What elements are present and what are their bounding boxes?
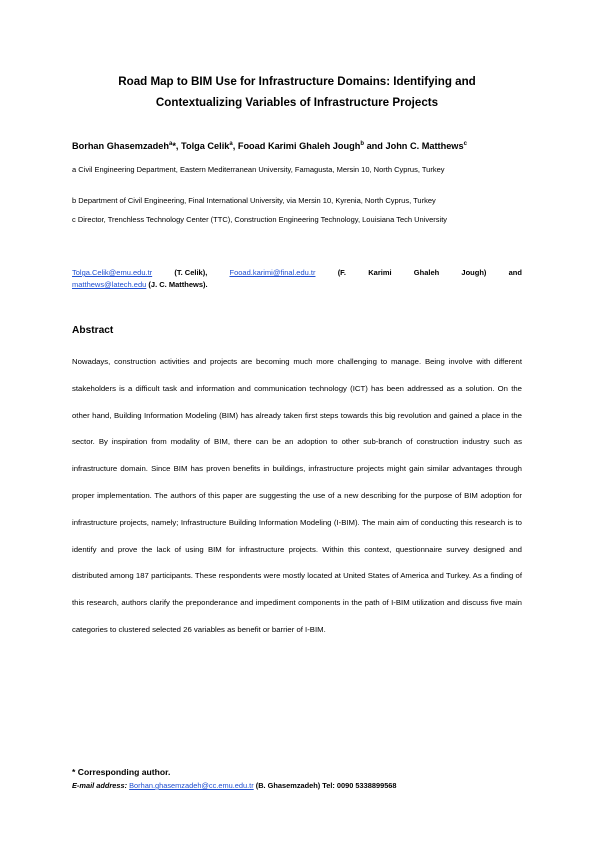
emails-line-1: [72, 267, 522, 279]
corresponding-contact-details: (B. Ghasemzadeh) Tel: 0090 5338899568: [253, 781, 397, 790]
author-affiliation-mark: a: [169, 141, 173, 147]
email-conjunction: and: [508, 268, 522, 277]
paper-title: [72, 71, 522, 113]
author-affiliation-mark: a: [229, 141, 233, 147]
title-line-2: Contextualizing Variables of Infrastructure Projects: [155, 96, 439, 109]
author-name: Borhan Ghasemzadeh: [72, 141, 170, 151]
author-separator: ,: [232, 141, 238, 151]
author-list: [72, 139, 532, 153]
affiliation-a: a Civil Engineering Department, Eastern Mediterranean University, Famagusta, Mersin 10, North Cyprus, Turkey: [72, 165, 445, 174]
affiliation-b: b Department of Civil Engineering, Final International University, via Mersin 10, Kyrenia, North Cyprus, Turkey: [72, 196, 436, 205]
abstract-heading: Abstract: [72, 325, 114, 336]
author-name: Fooad Karimi Ghaleh Jough: [237, 141, 361, 151]
email-link-matthews[interactable]: matthews@latech.edu: [72, 280, 147, 289]
email-owner-celik: (T. Celik),: [174, 268, 208, 277]
abstract-body: Nowadays, construction activities and projects are becoming much more challenging to manage. Being involve with different stakeholders is a difficult task and information and communication technology (ICT) has been addressed as a solution. On the other hand, Building Information Modeling (BIM) has already taken first steps towards this big revolution and gained a place in the sector. By inspiration from modality of BIM, there can be an adoption to other sub-branch of construction industry such as infrastructure domain. Since BIM has proven benefits in buildings, infrastructure projects might gain similar advantages through proper implementation. The authors of this paper are suggesting the use of a new describing for the purpose of BIM adoption for infrastructure projects, namely; Infrastructure Building Information Modeling (I-BIM). The main aim of conducting this research is to identify and prove the lack of using BIM for infrastructure projects. Within this context, questionnaire survey designed and distributed among 187 participants. These respondents were mostly located at United States of America and Turkey. As a finding of this research, authors clarify the preponderance and impediment components in the path of I-BIM utilization and discuss five main categories to clustered selected 26 variables as benefit or barrier of I-BIM.: [72, 357, 522, 634]
email-owner-karimi-2: Karimi: [368, 268, 392, 277]
author-affiliation-mark: c: [463, 141, 467, 147]
email-owner-matthews: (J. C. Matthews).: [146, 280, 208, 289]
corresponding-email-link[interactable]: Borhan.ghasemzadeh@cc.emu.edu.tr: [129, 781, 254, 790]
email-owner-karimi-3: Ghaleh: [413, 268, 440, 277]
affiliation-c: c Director, Trenchless Technology Center (TTC), Construction Engineering Technology, Louisiana Tech University: [72, 215, 448, 224]
corresponding-author-note: * Corresponding author.: [72, 767, 171, 777]
email-owner-karimi-4: Jough): [461, 268, 487, 277]
email-owner-karimi-1: (F.: [337, 268, 347, 277]
emails-line-2: [72, 279, 522, 291]
author-name: John C. Matthews: [385, 141, 464, 151]
email-address-label: E-mail address:: [72, 781, 128, 790]
email-link-karimi[interactable]: Fooad.karimi@final.edu.tr: [229, 268, 316, 277]
author-separator: and: [364, 141, 386, 151]
author-name: Tolga Celik: [181, 141, 230, 151]
corresponding-contact: [72, 781, 397, 790]
author-affiliation-mark: b: [360, 141, 365, 147]
title-line-1: Road Map to BIM Use for Infrastructure Domains: Identifying and: [118, 75, 476, 88]
email-link-celik[interactable]: Tolga.Celik@emu.edu.tr: [72, 268, 153, 277]
author-emails: [72, 267, 522, 291]
author-separator: *,: [172, 141, 182, 151]
